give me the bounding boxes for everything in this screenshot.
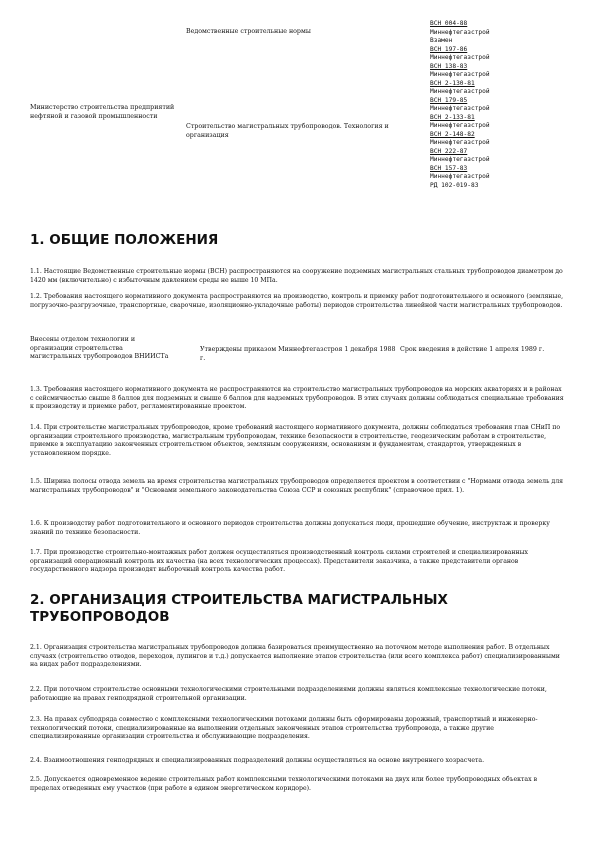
paragraph-2-3: 2.3. На правах субподряда совместно с комплексными технологическими потоками должны быть сформированы дорожный, транспортный и инженерно-технологический потоки, специализированные на выполнении отдельных законченных этапов строительства трубопровода, а также другие специализированные организации строительства и обслуживающие подразделения. (30, 716, 538, 740)
code-note: Взамен (430, 37, 453, 44)
effective-date: Срок введения в действие 1 апреля 1989 г. (400, 346, 545, 353)
document-code[interactable]: ВСН 138-83 (430, 62, 468, 70)
document-code[interactable]: ВСН 2-148-82 (430, 130, 475, 138)
document-code[interactable]: ВСН 2-133-81 (430, 113, 475, 121)
document-code[interactable]: ВСН 004-88 (430, 20, 468, 27)
paragraph-2-1: 2.1. Организация строительства магистральных трубопроводов должна базироваться преимущественно на поточном методе выполнения работ. В отдельных случаях (строительство отводов, переходов, лупингов и т.д.) допускается выполнение этапов строительства (или всего комплекса работ) специализированными на видах работ подразделениями. (30, 644, 560, 668)
paragraph-1-5: 1.5. Ширина полосы отвода земель на время строительства магистральных трубопроводов определяется проектом в соответствии с "Нормами отвода земель для магистральных трубопроводов" и "Основами земельного законодательства Союза ССР и союзных республик" (справочное прил. 1). (30, 478, 564, 494)
paragraph-1-4: 1.4. При строительстве магистральных трубопроводов, кроме требований настоящего нормативного документа, должны соблюдаться требования глав СНиП по организации строительного производства, магистральным трубопроводам, технике безопасности в строительстве, геодезическим работам в строительстве, приемке в эксплуатацию законченных строительством объектов, земляным сооружениям, основаниям и фундаментам, стандартов, утвержденных в установленном порядке. (30, 424, 561, 457)
paragraph-1-6: 1.6. К производству работ подготовительного и основного периодов строительства должны допускаться люди, прошедшие обучение, инструктаж и проверку знаний по технике безопасности. (30, 520, 550, 536)
document-code[interactable]: ВСН 2-130-81 (430, 79, 475, 87)
introduced-by: Внесены отделом технологии и организации строительства магистральных трубопроводов ВНИИСТа (30, 336, 169, 361)
document-code[interactable]: ВСН 197-86 (430, 45, 468, 53)
paragraph-1-3: 1.3. Требования настоящего нормативного документа не распространяются на строительство магистральных трубопроводов на морских акваториях и в районах с сейсмичностью свыше 8 баллов для подземных и свыше 6 баллов для надземных трубопроводов. В этих случаях должны соблюдаться специальные требования к производству и приемке работ, регламентированные проектом. (30, 386, 564, 410)
agency-line: Ведомственные строительные нормы (186, 28, 311, 35)
paragraph-2-2: 2.2. При поточном строительстве основными технологическими строительными подразделениями должны являться комплексные технологические потоки, работающие на правах генподрядной строительной организации. (30, 686, 547, 702)
approved-by: Утверждены приказом Миннефтегазстроя 1 декабря 1988 г. (200, 346, 396, 362)
paragraph-2-5: 2.5. Допускается одновременное ведение строительных работ комплексными технологическими потоками на двух или более трубопроводных объектах в пределах отведенных ему участков (при работе в едином энергетическом коридоре). (30, 776, 538, 792)
paragraph-1-7: 1.7. При производстве строительно-монтажных работ должен осуществляться производственный контроль силами строителей и специализированных организаций операционный контроль их качества (на всех технологических процессах). Представители заказчика, а также представители органов государственного надзора производят выборочный контроль качества работ. (30, 549, 529, 573)
code-note: Миннефтегазстрой (430, 54, 490, 61)
code-note: Миннефтегазстрой (430, 71, 490, 78)
code-note: Миннефтегазстрой (430, 105, 490, 112)
code-note: РД 102-019-83 (430, 181, 479, 189)
section-1-title: 1. ОБЩИЕ ПОЛОЖЕНИЯ (30, 232, 219, 248)
code-note: Миннефтегазстрой (430, 156, 490, 163)
paragraph-2-4: 2.4. Взаимоотношения генподрядных и специализированных подразделений должны осуществляться на основе внутреннего хозрасчета. (30, 757, 485, 764)
section-2-title: 2. ОРГАНИЗАЦИЯ СТРОИТЕЛЬСТВА МАГИСТРАЛЬНЫХ ТРУБОПРОВОДОВ (30, 592, 448, 625)
ministry-name: Министерство строительства предприятий нефтяной и газовой промышленности (30, 104, 175, 120)
code-note: Миннефтегазстрой (430, 139, 490, 146)
document-title: Строительство магистральных трубопроводов. Технология и организация (186, 123, 389, 139)
code-note: Миннефтегазстрой (430, 28, 490, 36)
document-code[interactable]: ВСН 179-85 (430, 96, 468, 104)
paragraph-1-2: 1.2. Требования настоящего нормативного документа распространяются на производство, контроль и приемку работ подготовительного и основного (земляные, погрузочно-разгрузочные, транспортные, сварочные, изоляционно-укладочные работы) периодов строительства линейной части магистральных трубопроводов. (30, 293, 564, 309)
code-note: Миннефтегазстрой (430, 122, 490, 129)
code-note: Миннефтегазстрой (430, 173, 490, 180)
document-code[interactable]: ВСН 157-83 (430, 164, 468, 172)
code-note: Миннефтегазстрой (430, 88, 490, 95)
paragraph-1-1: 1.1. Настоящие Ведомственные строительные нормы (ВСН) распространяются на сооружение подземных магистральных стальных трубопроводов диаметром до 1420 мм (включительно) с избыточным давлением среды не выше 10 МПа. (30, 268, 563, 284)
document-codes (430, 20, 590, 190)
document-code[interactable]: ВСН 222-87 (430, 147, 468, 155)
